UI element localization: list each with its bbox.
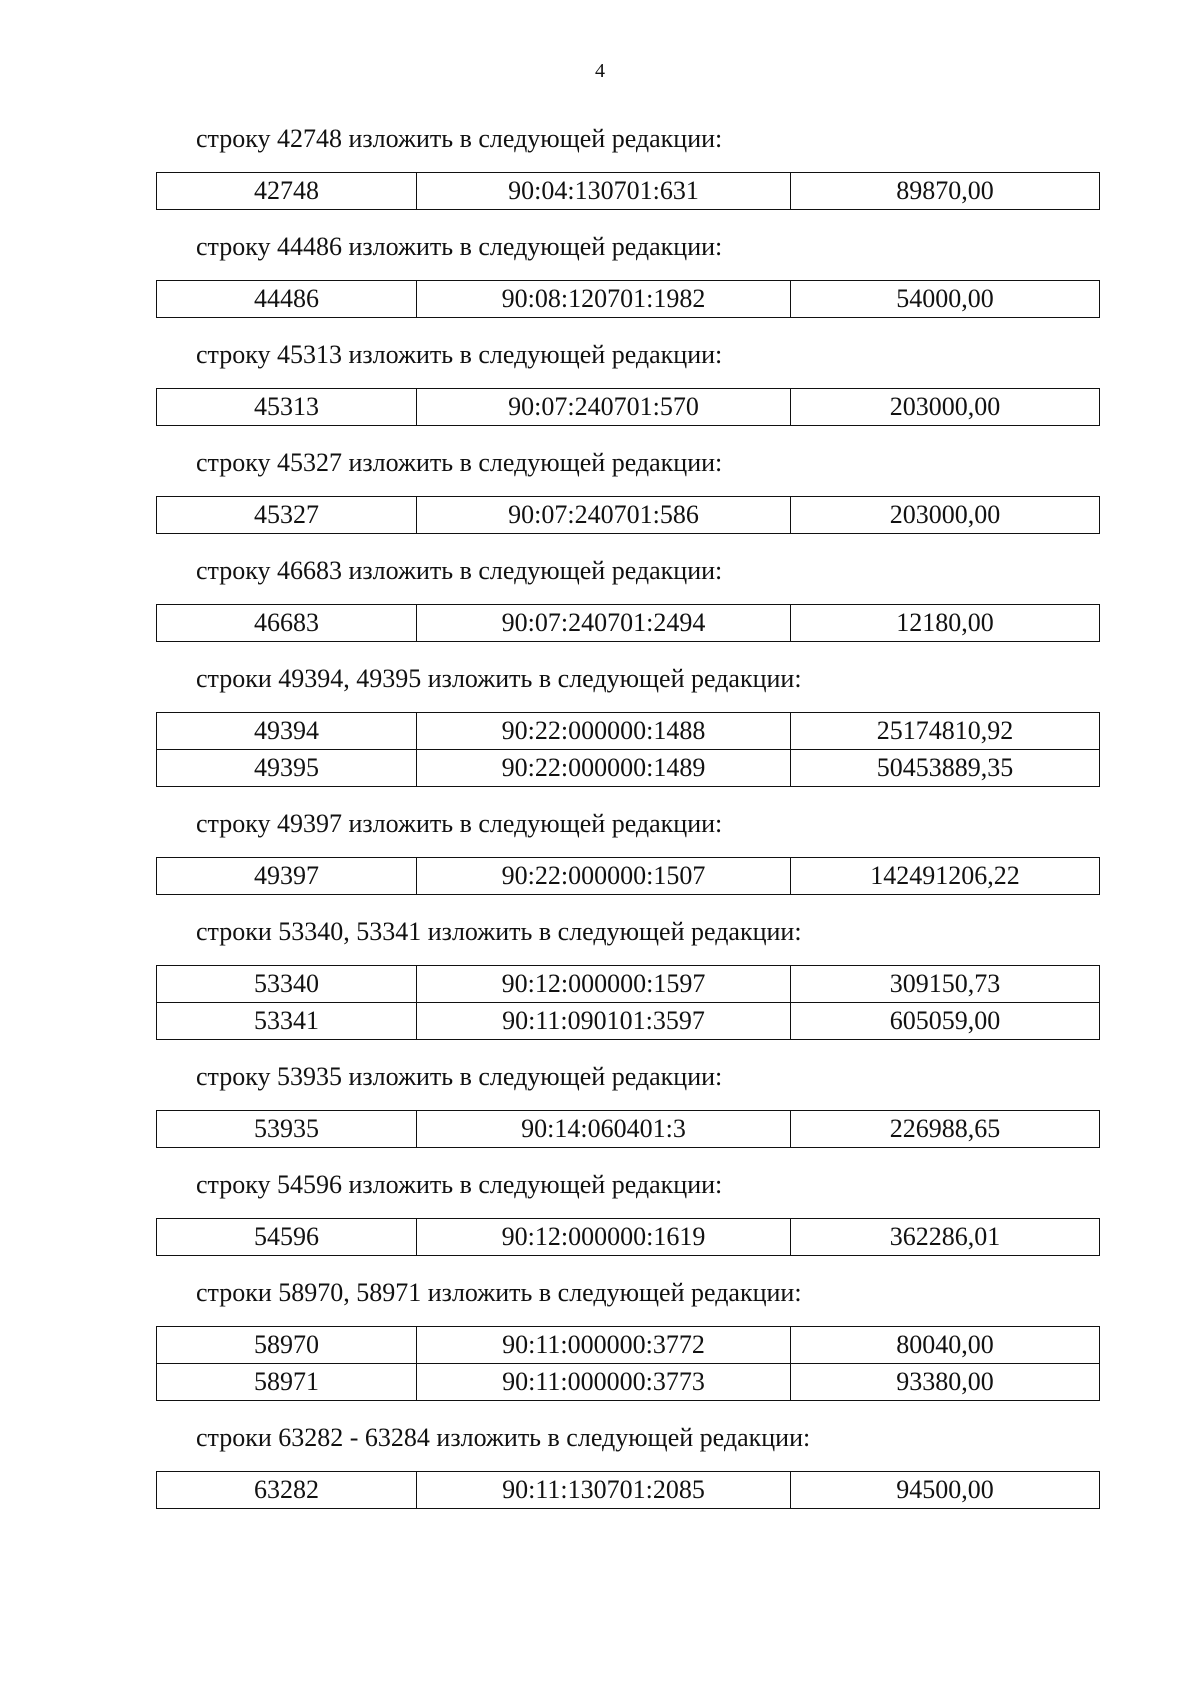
table-row bbox=[157, 497, 1100, 534]
table-row bbox=[157, 1364, 1100, 1401]
cadastral-number-cell: 90:12:000000:1597 bbox=[417, 966, 791, 1003]
amendment-block bbox=[156, 1423, 1102, 1509]
amendment-heading: строку 45327 изложить в следующей редакции: bbox=[196, 448, 723, 477]
cadastral-number-cell: 90:04:130701:631 bbox=[417, 173, 791, 210]
table-row bbox=[157, 1111, 1100, 1148]
table-row bbox=[157, 1003, 1100, 1040]
cadastral-value-cell: 25174810,92 bbox=[791, 713, 1100, 750]
amendment-heading: строку 53935 изложить в следующей редакции: bbox=[196, 1062, 723, 1091]
amendment-heading: строку 49397 изложить в следующей редакции: bbox=[196, 809, 723, 838]
cadastral-number-cell: 90:07:240701:2494 bbox=[417, 605, 791, 642]
amendment-table bbox=[156, 965, 1100, 1040]
row-number-cell: 44486 bbox=[157, 281, 417, 318]
table-row bbox=[157, 173, 1100, 210]
amendment-table bbox=[156, 1326, 1100, 1401]
cadastral-value-cell: 362286,01 bbox=[791, 1219, 1100, 1256]
table-row bbox=[157, 713, 1100, 750]
cadastral-number-cell: 90:11:090101:3597 bbox=[417, 1003, 791, 1040]
amendment-table bbox=[156, 1110, 1100, 1148]
cadastral-value-cell: 142491206,22 bbox=[791, 858, 1100, 895]
amendment-block bbox=[156, 1170, 1102, 1256]
amendment-table bbox=[156, 712, 1100, 787]
amendment-heading: строки 49394, 49395 изложить в следующей редакции: bbox=[196, 664, 802, 693]
amendment-heading: строку 46683 изложить в следующей редакции: bbox=[196, 556, 723, 585]
table-row bbox=[157, 750, 1100, 787]
cadastral-number-cell: 90:22:000000:1488 bbox=[417, 713, 791, 750]
amendment-block bbox=[156, 1062, 1102, 1148]
amendment-table bbox=[156, 604, 1100, 642]
amendment-heading: строки 63282 - 63284 изложить в следующей редакции: bbox=[196, 1423, 811, 1452]
amendment-block bbox=[156, 809, 1102, 895]
table-row bbox=[157, 1472, 1100, 1509]
cadastral-number-cell: 90:07:240701:586 bbox=[417, 497, 791, 534]
cadastral-number-cell: 90:14:060401:3 bbox=[417, 1111, 791, 1148]
row-number-cell: 46683 bbox=[157, 605, 417, 642]
cadastral-value-cell: 605059,00 bbox=[791, 1003, 1100, 1040]
amendment-table bbox=[156, 496, 1100, 534]
amendment-block bbox=[156, 448, 1102, 534]
cadastral-number-cell: 90:12:000000:1619 bbox=[417, 1219, 791, 1256]
cadastral-number-cell: 90:11:000000:3773 bbox=[417, 1364, 791, 1401]
table-row bbox=[157, 1219, 1100, 1256]
cadastral-value-cell: 94500,00 bbox=[791, 1472, 1100, 1509]
table-row bbox=[157, 966, 1100, 1003]
amendment-heading: строку 45313 изложить в следующей редакции: bbox=[196, 340, 723, 369]
amendment-block bbox=[156, 917, 1102, 1040]
table-row bbox=[157, 858, 1100, 895]
table-row bbox=[157, 389, 1100, 426]
amendment-block bbox=[156, 664, 1102, 787]
row-number-cell: 42748 bbox=[157, 173, 417, 210]
cadastral-value-cell: 50453889,35 bbox=[791, 750, 1100, 787]
amendment-block bbox=[156, 1278, 1102, 1401]
cadastral-value-cell: 89870,00 bbox=[791, 173, 1100, 210]
amendment-heading: строки 58970, 58971 изложить в следующей редакции: bbox=[196, 1278, 802, 1307]
cadastral-number-cell: 90:11:000000:3772 bbox=[417, 1327, 791, 1364]
amendment-block bbox=[156, 340, 1102, 426]
cadastral-number-cell: 90:22:000000:1507 bbox=[417, 858, 791, 895]
amendment-table bbox=[156, 280, 1100, 318]
row-number-cell: 53935 bbox=[157, 1111, 417, 1148]
cadastral-value-cell: 80040,00 bbox=[791, 1327, 1100, 1364]
row-number-cell: 54596 bbox=[157, 1219, 417, 1256]
document-body bbox=[156, 124, 1102, 1531]
cadastral-value-cell: 203000,00 bbox=[791, 389, 1100, 426]
amendment-block bbox=[156, 232, 1102, 318]
amendment-table bbox=[156, 388, 1100, 426]
table-row bbox=[157, 1327, 1100, 1364]
row-number-cell: 45313 bbox=[157, 389, 417, 426]
amendment-block bbox=[156, 556, 1102, 642]
row-number-cell: 45327 bbox=[157, 497, 417, 534]
page-number: 4 bbox=[595, 60, 605, 82]
cadastral-number-cell: 90:07:240701:570 bbox=[417, 389, 791, 426]
cadastral-value-cell: 54000,00 bbox=[791, 281, 1100, 318]
row-number-cell: 49397 bbox=[157, 858, 417, 895]
cadastral-value-cell: 203000,00 bbox=[791, 497, 1100, 534]
cadastral-value-cell: 93380,00 bbox=[791, 1364, 1100, 1401]
table-row bbox=[157, 281, 1100, 318]
cadastral-number-cell: 90:22:000000:1489 bbox=[417, 750, 791, 787]
row-number-cell: 53341 bbox=[157, 1003, 417, 1040]
amendment-heading: строки 53340, 53341 изложить в следующей редакции: bbox=[196, 917, 802, 946]
cadastral-value-cell: 12180,00 bbox=[791, 605, 1100, 642]
amendment-table bbox=[156, 1218, 1100, 1256]
amendment-block bbox=[156, 124, 1102, 210]
row-number-cell: 49395 bbox=[157, 750, 417, 787]
cadastral-number-cell: 90:11:130701:2085 bbox=[417, 1472, 791, 1509]
amendment-heading: строку 42748 изложить в следующей редакции: bbox=[196, 124, 723, 153]
amendment-table bbox=[156, 1471, 1100, 1509]
row-number-cell: 63282 bbox=[157, 1472, 417, 1509]
row-number-cell: 58971 bbox=[157, 1364, 417, 1401]
amendment-heading: строку 44486 изложить в следующей редакции: bbox=[196, 232, 723, 261]
row-number-cell: 58970 bbox=[157, 1327, 417, 1364]
amendment-heading: строку 54596 изложить в следующей редакции: bbox=[196, 1170, 723, 1199]
amendment-table bbox=[156, 857, 1100, 895]
row-number-cell: 53340 bbox=[157, 966, 417, 1003]
amendment-table bbox=[156, 172, 1100, 210]
cadastral-number-cell: 90:08:120701:1982 bbox=[417, 281, 791, 318]
row-number-cell: 49394 bbox=[157, 713, 417, 750]
cadastral-value-cell: 226988,65 bbox=[791, 1111, 1100, 1148]
cadastral-value-cell: 309150,73 bbox=[791, 966, 1100, 1003]
table-row bbox=[157, 605, 1100, 642]
